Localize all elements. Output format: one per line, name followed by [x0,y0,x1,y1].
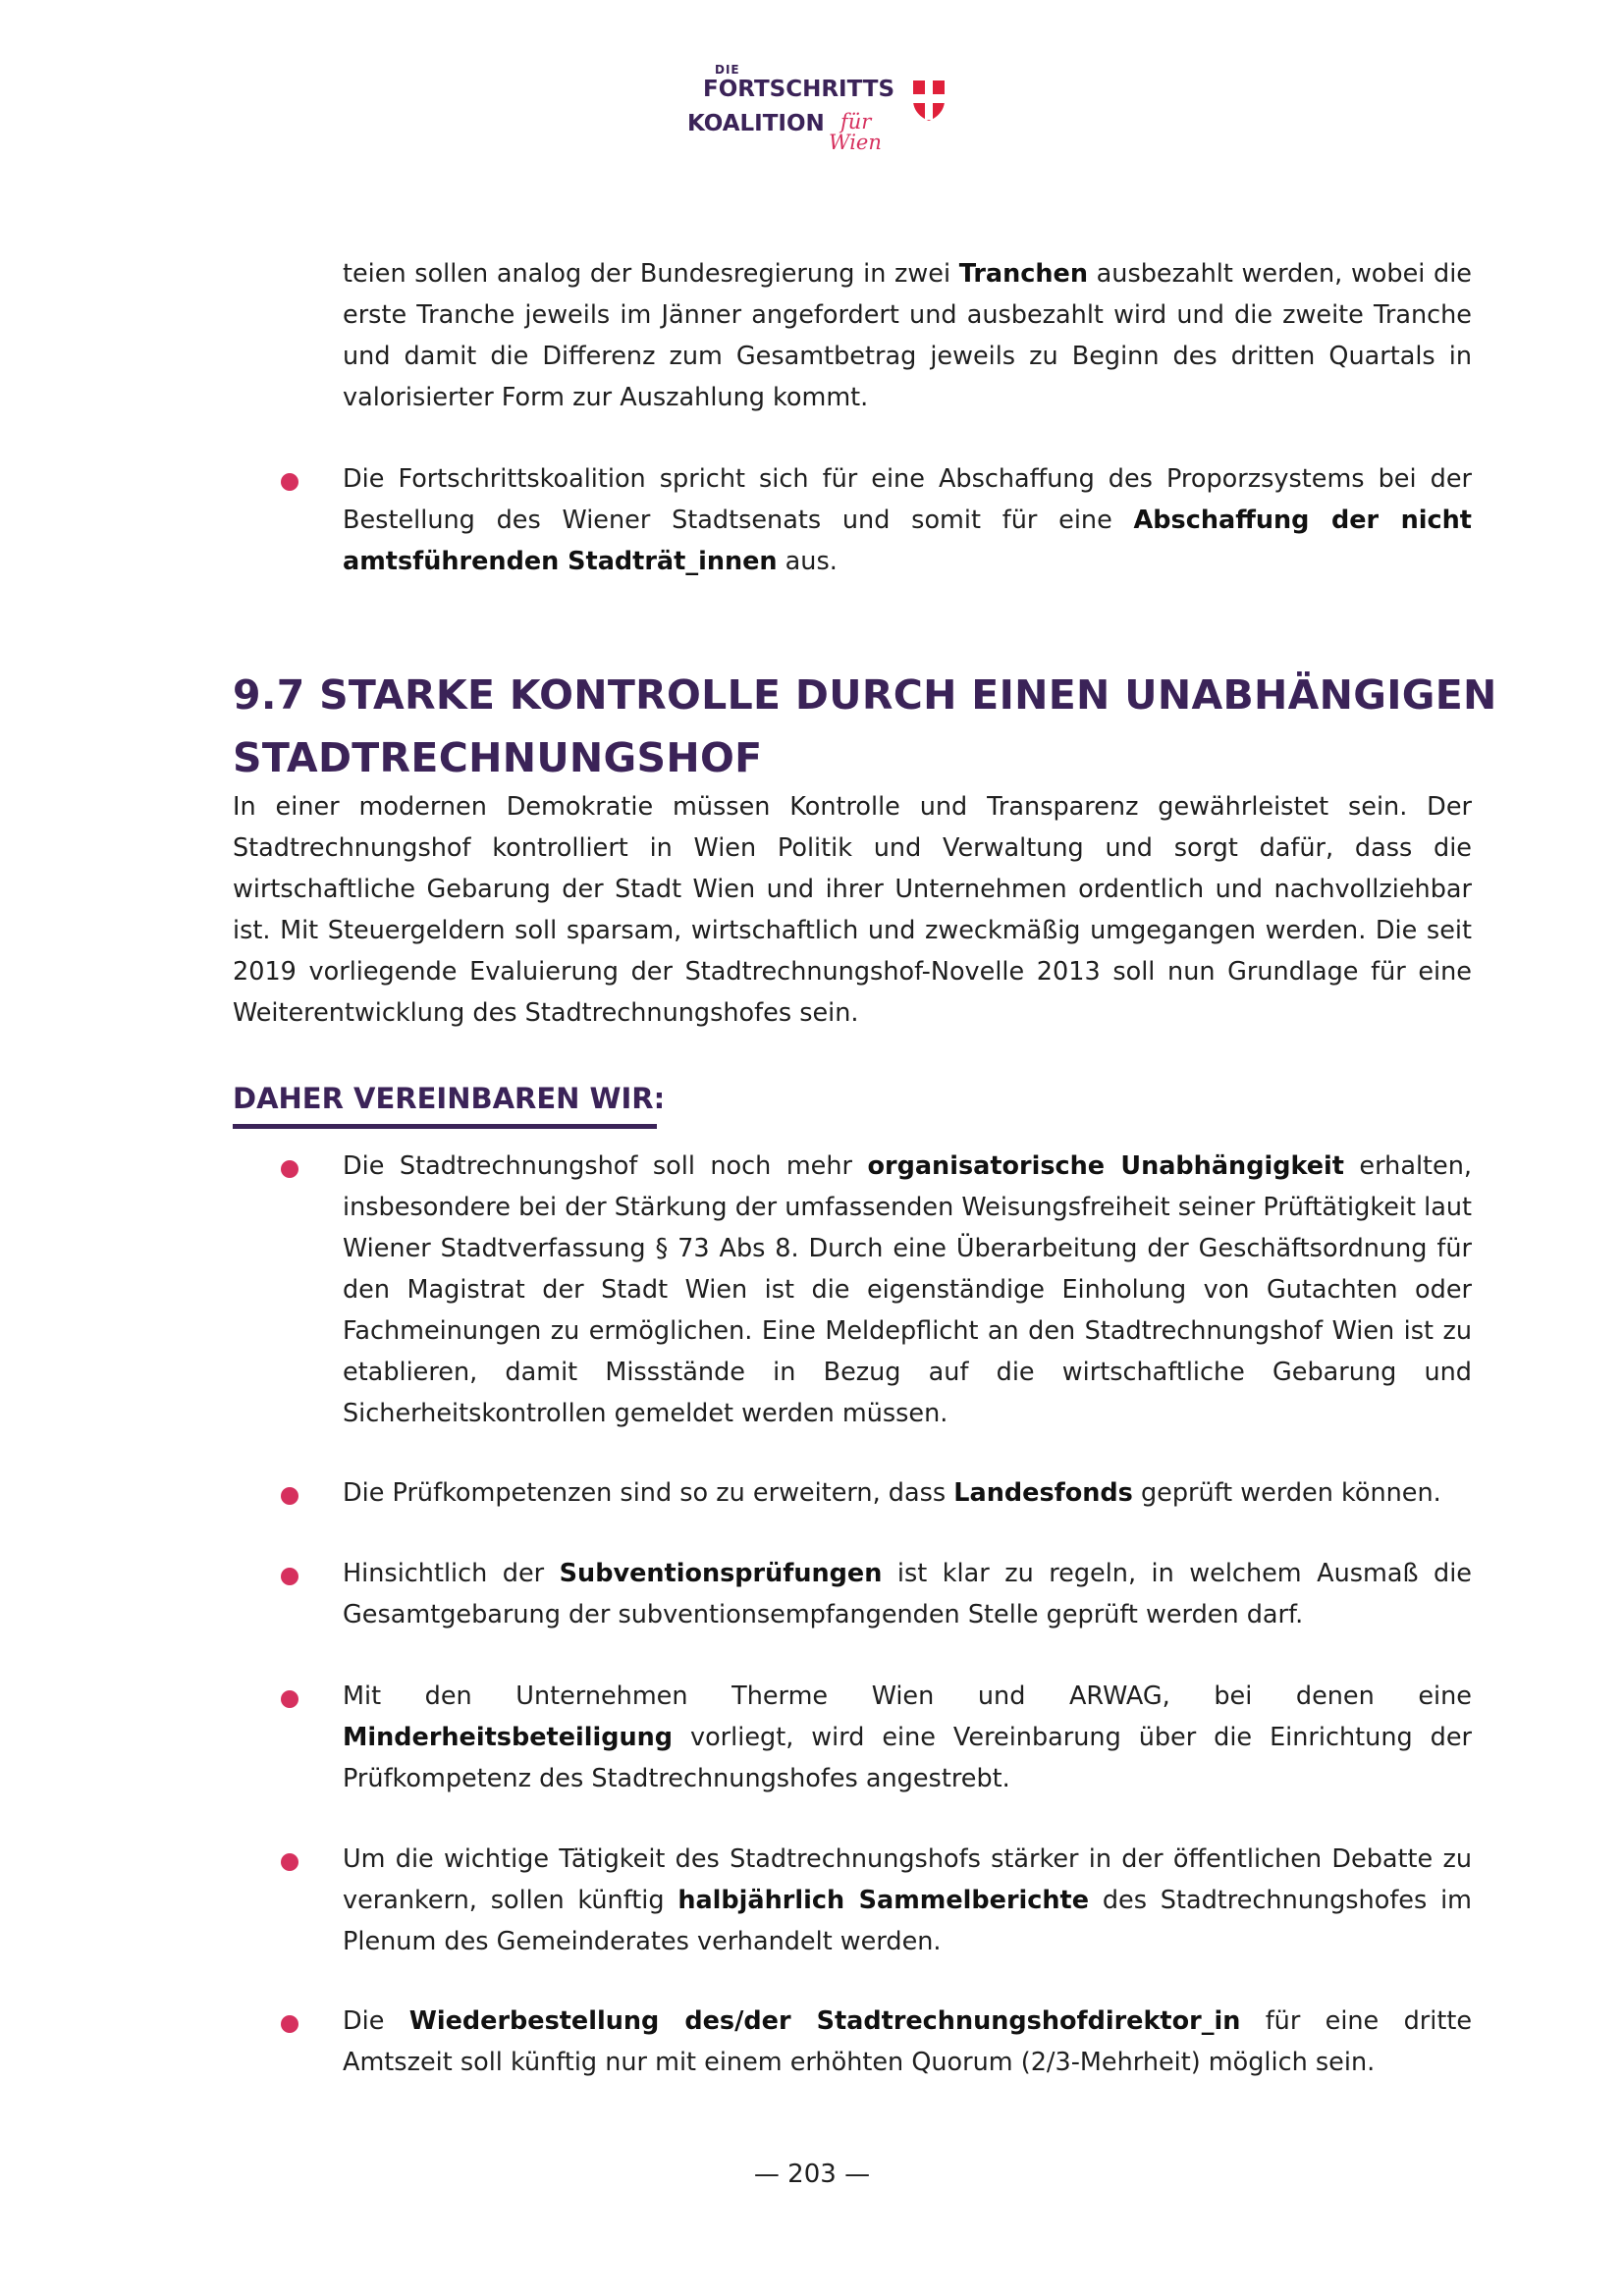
list-item [343,1553,1472,1635]
list-item [343,1472,1472,1514]
text-run: geprüft werden können. [1132,1478,1441,1508]
text-run: erhalten, insbesondere bei der Stärkung der umfassenden Weisungsfreiheit seiner Prüftätigkeit laut Wiener Stadtverfassung § 73 Abs 8. Durch eine Überarbeitung der Geschäftsordnung für den Magistrat der Stadt Wien ist die eigenständige Einholung von Gutachten oder Fachmeinungen zu ermöglichen. Eine Meldepflicht an den Stadtrechnungshof Wien ist zu etablieren, damit Missstände in Bezug auf die wirtschaftliche Gebarung und Sicherheitskontrollen gemeldet werden müssen. [343,1151,1472,1428]
text-run: Um die wichtige Tätigkeit des Stadtrechnungshofs stärker in der öffentlichen Debatte zu verankern, sollen künftig [343,1844,1472,1915]
text-run: Hinsichtlich der [343,1559,560,1588]
bold-run: Abschaffung der nicht amtsführenden Stadträt_innen [343,506,1472,576]
logo-script-wien: Wien [829,131,882,154]
text-run: ausbezahlt werden, wobei die erste Tranche jeweils im Jänner angefordert und ausbezahlt wird und die zweite Tranche und damit die Differenz zum Gesamtbetrag jeweils zu Beginn des dritten Quartals in valorisierter Form zur Auszahlung kommt. [343,259,1472,412]
vienna-shield-icon [911,79,947,122]
bold-run: Landesfonds [953,1478,1133,1508]
text-run: aus. [777,547,838,576]
section-heading-line2: STADTRECHNUNGSHOF [233,734,763,781]
bullet-dot-icon [281,1690,298,1708]
text-run: teien sollen analog der Bundesregierung in zwei [343,259,959,289]
text-run: Mit den Unternehmen Therme Wien und ARWAG, bei denen eine [343,1682,1472,1711]
text-run: ist klar zu regeln, in welchem Ausmaß die Gesamtgebarung der subventionsempfangenden Stelle geprüft werden darf. [343,1559,1472,1629]
bullet-dot-icon [281,1487,298,1505]
list-item [343,1146,1472,1434]
text-run: für eine dritte Amtszeit soll künftig nur mit einem erhöhten Quorum (2/3-Mehrheit) möglich sein. [343,2006,1473,2077]
bullet-dot-icon [281,473,298,491]
bullet-dot-icon [281,1568,298,1585]
section-heading-line1: 9.7 STARKE KONTROLLE DURCH EINEN UNABHÄNGIGEN [233,671,1497,719]
logo-line1: FORTSCHRITTS [703,77,895,102]
section-heading [233,664,1509,789]
logo-die: DIE [715,63,740,77]
bullet-dot-icon [281,1160,298,1178]
logo-line2: KOALITION [687,111,825,136]
continued-paragraph [343,253,1472,418]
text-run: vorliegt, wird eine Vereinbarung über die Einrichtung der Prüfkompetenz des Stadtrechnungshofes angestrebt. [343,1723,1472,1793]
logo-script [829,112,882,153]
text-run: des Stadtrechnungshofes im Plenum des Gemeinderates verhandelt werden. [343,1886,1472,1956]
section-intro: In einer modernen Demokratie müssen Kontrolle und Transparenz gewährleistet sein. Der Stadtrechnungshof kontrolliert in Wien Politik und Verwaltung und sorgt dafür, dass die wirtschaftliche Gebarung der Stadt Wien und ihrer Unternehmen ordentlich und nachvollziehbar ist. Mit Steuergeldern soll sparsam, wirtschaftlich und zweckmäßig umgegangen werden. Die seit 2019 vorliegende Evaluierung der Stadtrechnungshof-Novelle 2013 soll nun Grundlage für eine Weiterentwicklung des Stadtrechnungshofes sein. [233,792,1472,1028]
bullet-dot-icon [281,1853,298,1871]
logo-script-fuer: für [840,110,872,133]
list-item-proporz [343,458,1472,582]
bold-run: Minderheitsbeteiligung [343,1723,674,1752]
subheading: DAHER VEREINBAREN WIR: [233,1082,666,1115]
bullet-dot-icon [281,2015,298,2033]
bold-run: Tranchen [958,259,1088,289]
text-run: Die Stadtrechnungshof soll noch mehr [343,1151,868,1181]
coalition-logo [687,57,952,165]
bold-run: halbjährlich Sammelberichte [677,1886,1090,1915]
list-item [343,1676,1472,1799]
subheading-underline [233,1124,657,1129]
bold-run: Wiederbestellung des/der Stadtrechnungshofdirektor_in [408,2006,1241,2036]
list-item [343,2001,1472,2083]
list-item [343,1839,1472,1962]
text-run: Die Prüfkompetenzen sind so zu erweitern, dass [343,1478,954,1508]
page-number: — 203 — [753,2160,871,2189]
bold-run: organisatorische Unabhängigkeit [867,1151,1344,1181]
bold-run: Subventionsprüfungen [559,1559,883,1588]
text-run: Die Fortschrittskoalition spricht sich für eine Abschaffung des Proporzsystems bei der Bestellung des Wiener Stadtsenats und somit für eine [343,464,1472,535]
text-run: Die [343,2006,409,2036]
